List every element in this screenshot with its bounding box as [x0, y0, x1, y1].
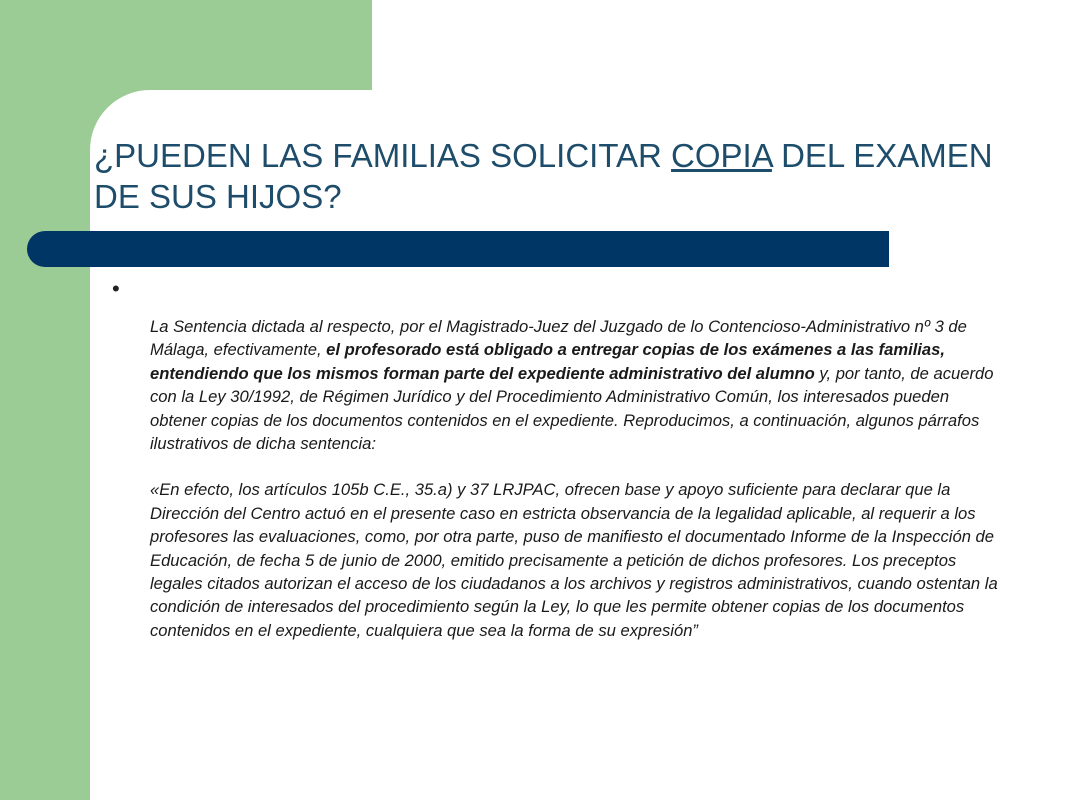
slide-body	[150, 315, 1000, 642]
title-link-copia[interactable]: COPIA	[671, 137, 772, 174]
title-underline-bar	[27, 231, 889, 267]
paragraph-spacer	[150, 455, 1000, 478]
bullet-marker: •	[112, 276, 120, 301]
title-part1: ¿PUEDEN LAS FAMILIAS SOLICITAR	[94, 137, 672, 174]
paragraph-quote: «En efecto, los artículos 105b C.E., 35.a) y 37 LRJPAC, ofrecen base y apoyo suficiente para declarar que la Dirección del Centro actuó en el presente caso en estricta observancia de la legalidad aplicable, al requerir a los profesores las evaluaciones, como, por otra parte, puso de manifiesto el documentado Informe de la Inspección de Educación, de fecha 5 de junio de 2000, emitido precisamente a petición de dichos profesores. Los preceptos legales citados autorizan el acceso de los ciudadanos a los archivos y registros administrativos, cuando ostentan la condición de interesados del procedimiento según la Ley, lo que les permite obtener copias de los documentos contenidos en el expediente, cualquiera que sea la forma de su expresión”	[150, 480, 998, 640]
paragraph-sentence	[150, 315, 1000, 455]
title-part2: DEL EXAMEN DE SUS HIJOS?	[94, 137, 993, 215]
paragraph1-intro: La Sentencia dictada al respecto, por el Magistrado-Juez del Juzgado de lo Contencioso-Administrativo nº 3 de Málaga, efectivamente,	[150, 317, 967, 360]
slide-title	[94, 135, 994, 217]
paragraph1-rest: y, por tanto, de acuerdo con la Ley 30/1992, de Régimen Jurídico y del Procedimiento Administrativo Común, los interesados pueden obtener copias de los documentos contenidos en el expediente. Reproducimos, a continuación, algunos párrafos ilustrativos de dicha sentencia:	[150, 363, 994, 454]
paragraph1-bold: el profesorado está obligado a entregar copias de los exámenes a las familias, entendiendo que los mismos forman parte del expediente administrativo del alumno	[150, 340, 945, 383]
